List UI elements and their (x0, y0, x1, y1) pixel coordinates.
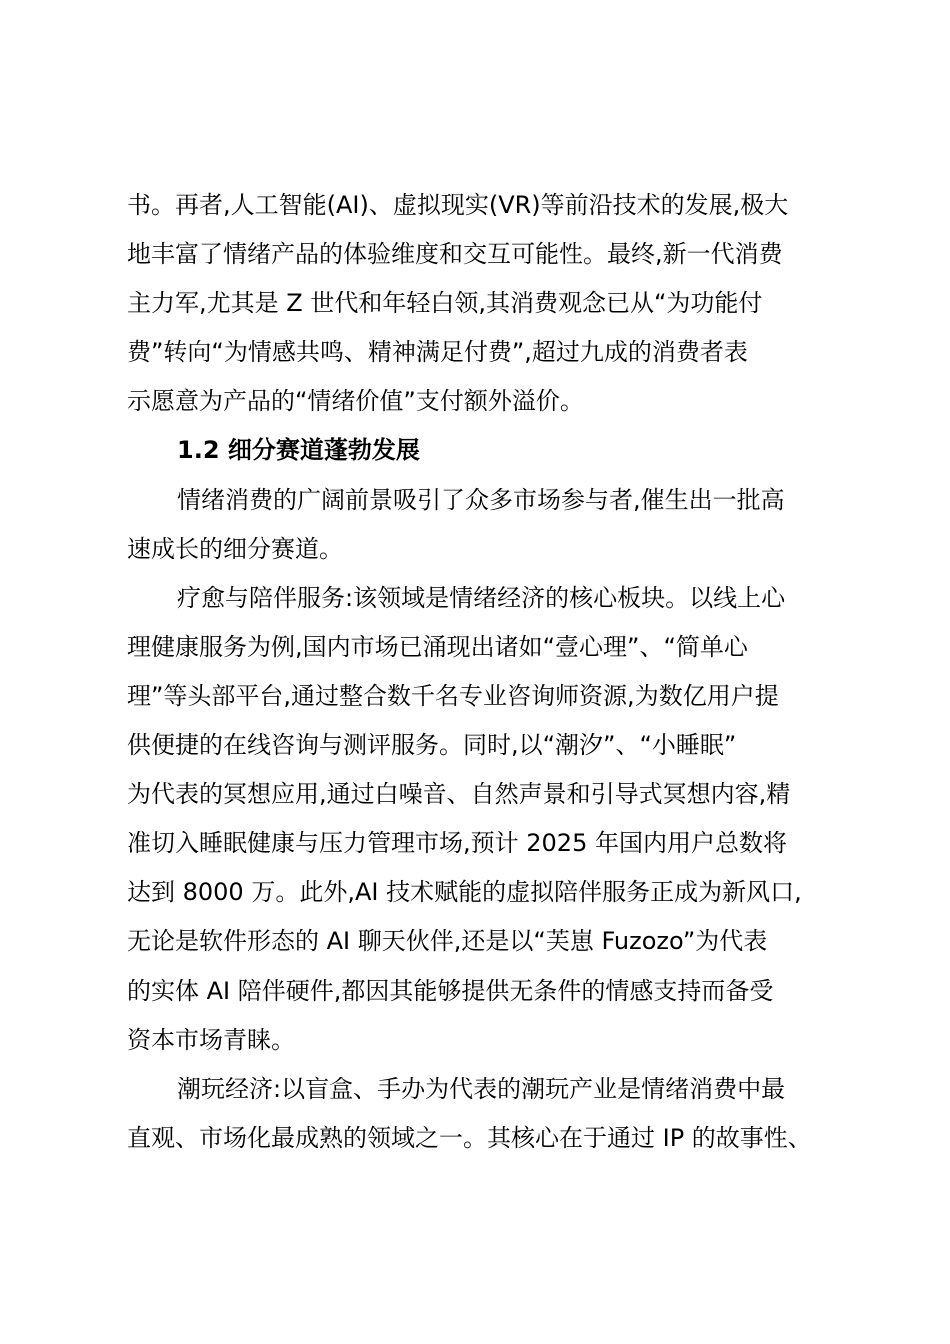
text-line: 准切入睡眠健康与压力管理市场,预计 2025 年国内用户总数将 (127, 829, 787, 858)
text-line: 潮玩经济:以盲盒、手办为代表的潮玩产业是情绪消费中最 (177, 1074, 786, 1103)
text-line: 资本市场青睐。 (127, 1025, 295, 1054)
text-line: 理”等头部平台,通过整合数千名专业咨询师资源,为数亿用户提 (127, 681, 779, 710)
text-line: 情绪消费的广阔前景吸引了众多市场参与者,催生出一批高 (177, 485, 785, 514)
text-line: 无论是软件形态的 AI 聊天伙伴,还是以“芙崽 Fuzozo”为代表 (127, 927, 768, 956)
document-body (127, 181, 837, 1163)
text-line: 示愿意为产品的“情绪价值”支付额外溢价。 (127, 387, 584, 416)
text-line: 供便捷的在线咨询与测评服务。同时,以“潮汐”、“小睡眠” (127, 731, 737, 760)
text-line: 直观、市场化最成熟的领域之一。其核心在于通过 IP 的故事性、 (127, 1123, 812, 1152)
text-line: 理健康服务为例,国内市场已涌现出诸如“壹心理”、“简单心 (127, 632, 748, 661)
text-line: 速成长的细分赛道。 (127, 534, 343, 563)
text-line: 的实体 AI 陪伴硬件,都因其能够提供无条件的情感支持而备受 (127, 976, 774, 1005)
section-heading: 1.2 细分赛道蓬勃发展 (177, 436, 420, 465)
text-line: 疗愈与陪伴服务:该领域是情绪经济的核心板块。以线上心 (177, 583, 786, 612)
text-line: 主力军,尤其是 Z 世代和年轻白领,其消费观念已从“为功能付 (127, 289, 763, 318)
text-line: 地丰富了情绪产品的体验维度和交互可能性。最终,新一代消费 (127, 240, 783, 269)
text-line: 为代表的冥想应用,通过白噪音、自然声景和引导式冥想内容,精 (127, 780, 791, 809)
text-line: 费”转向“为情感共鸣、精神满足付费”,超过九成的消费者表 (127, 338, 748, 367)
text-line: 书。再者,人工智能(AI)、虚拟现实(VR)等前沿技术的发展,极大 (127, 191, 789, 219)
text-line: 达到 8000 万。此外,AI 技术赋能的虚拟陪伴服务正成为新风口, (127, 878, 802, 907)
